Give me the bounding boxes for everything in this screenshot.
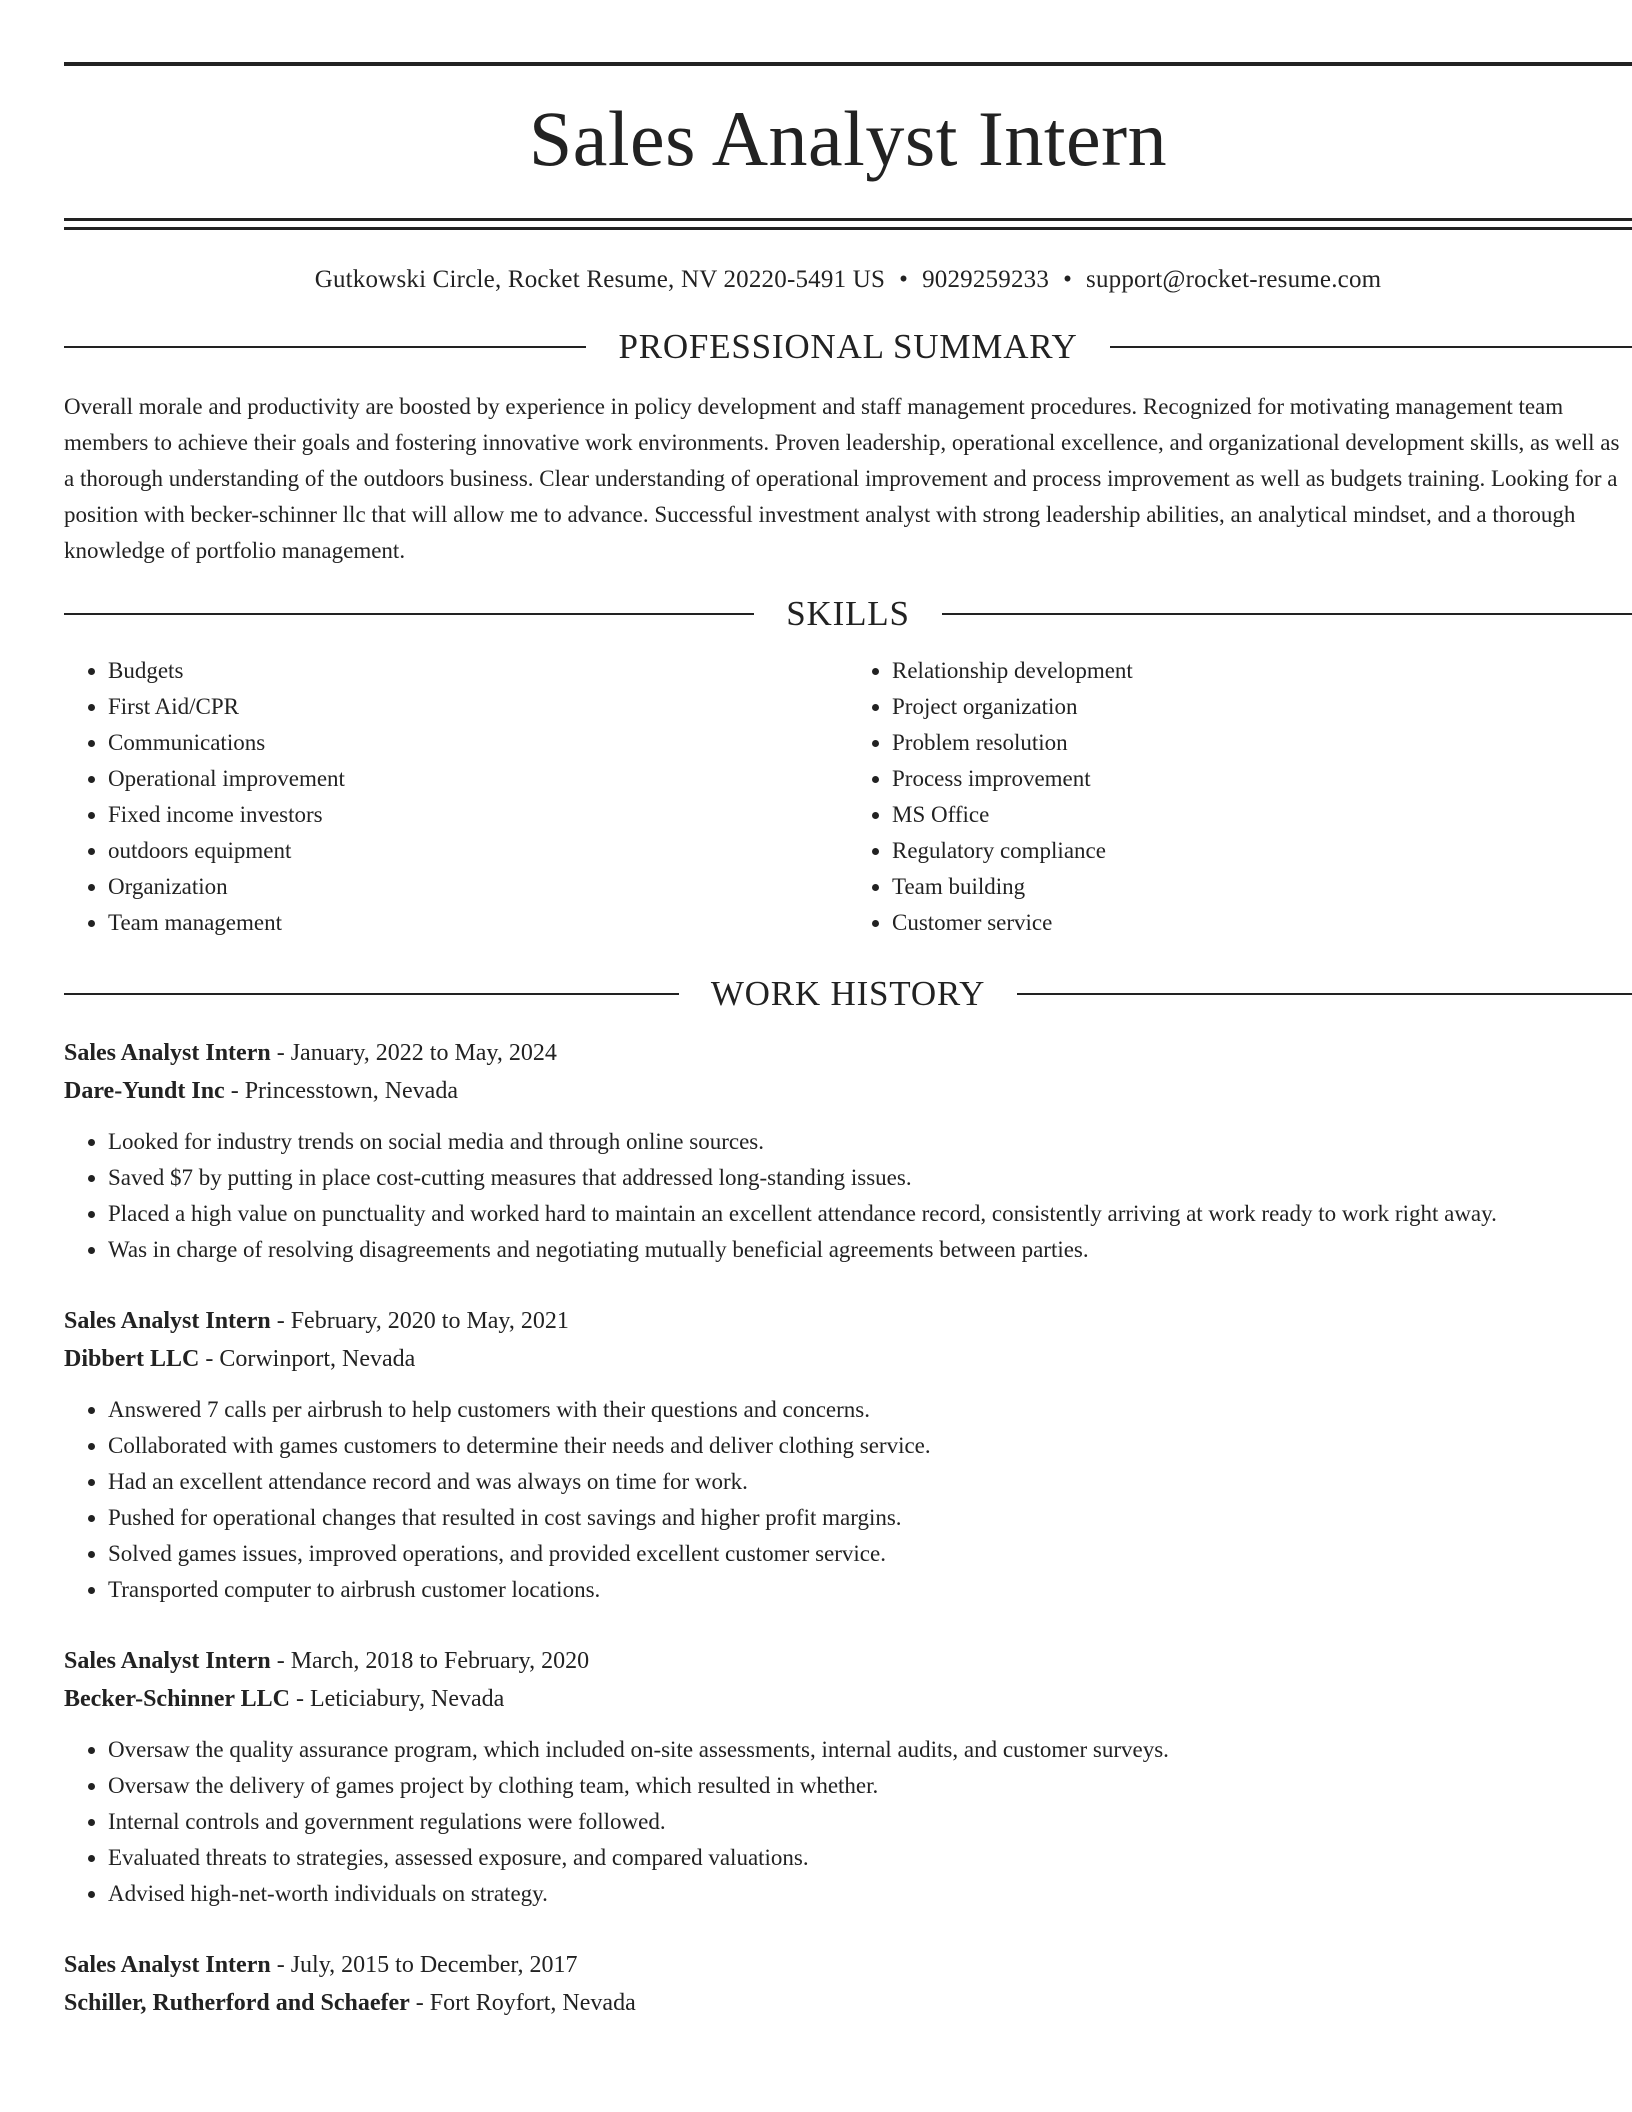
duty-item: • Collaborated with games customers to determine their needs and deliver clothing service. — [108, 1428, 1632, 1464]
heading-rule — [942, 613, 1632, 615]
skill-item: • outdoors equipment — [108, 833, 848, 869]
contact-address: Gutkowski Circle, Rocket Resume, NV 20220-5491 US — [314, 266, 886, 293]
duty-item: • Had an excellent attendance record and was always on time for work. — [108, 1464, 1632, 1500]
duty-item: • Internal controls and government regulations were followed. — [108, 1804, 1632, 1840]
heading-rule — [64, 346, 586, 348]
work-heading-label: WORK HISTORY — [710, 974, 986, 1013]
job-title-line — [64, 1302, 1632, 1340]
skill-item: • Process improvement — [892, 761, 1632, 797]
job-entry — [64, 1302, 1632, 1608]
job-dates: - July, 2015 to December, 2017 — [270, 1951, 578, 1978]
skills-column-right — [848, 653, 1632, 941]
summary-heading — [64, 328, 1632, 367]
duty-item: • Advised high-net-worth individuals on strategy. — [108, 1876, 1632, 1912]
skill-item: • Problem resolution — [892, 725, 1632, 761]
duty-item: • Placed a high value on punctuality and worked hard to maintain an excellent attendance record, consistently arriving at work ready to work right away. — [108, 1196, 1632, 1232]
heading-rule — [64, 993, 679, 995]
work-heading — [64, 975, 1632, 1014]
job-company: Dibbert LLC — [64, 1345, 200, 1372]
heading-rule — [64, 613, 754, 615]
job-company: Dare-Yundt Inc — [64, 1077, 225, 1104]
title-rule-lower — [64, 227, 1632, 230]
job-duties — [64, 1732, 1632, 1912]
skill-item: • Customer service — [892, 905, 1632, 941]
job-title: Sales Analyst Intern — [64, 1647, 271, 1674]
heading-rule — [1110, 346, 1632, 348]
skill-item: • Budgets — [108, 653, 848, 689]
skill-item: • Organization — [108, 869, 848, 905]
skill-item: • Team management — [108, 905, 848, 941]
duty-item: • Looked for industry trends on social media and through online sources. — [108, 1124, 1632, 1160]
job-entry — [64, 1642, 1632, 1912]
job-title-line — [64, 1642, 1632, 1680]
skill-item: • Operational improvement — [108, 761, 848, 797]
contact-line — [64, 266, 1632, 294]
job-company: Becker-Schinner LLC — [64, 1685, 290, 1712]
duty-item: • Transported computer to airbrush customer locations. — [108, 1572, 1632, 1608]
job-dates: - January, 2022 to May, 2024 — [270, 1039, 557, 1066]
duty-item: • Oversaw the quality assurance program, which included on-site assessments, internal audits, and customer surveys. — [108, 1732, 1632, 1768]
job-company-line — [64, 1072, 1632, 1110]
skill-item: • Team building — [892, 869, 1632, 905]
job-dates: - March, 2018 to February, 2020 — [270, 1647, 590, 1674]
job-duties — [64, 1392, 1632, 1608]
skills-heading — [64, 595, 1632, 634]
job-title: Sales Analyst Intern — [64, 1307, 271, 1334]
contact-separator: • — [1063, 266, 1073, 293]
duty-item: • Was in charge of resolving disagreements and negotiating mutually beneficial agreements between parties. — [108, 1232, 1632, 1268]
job-company-line — [64, 1680, 1632, 1718]
skills-list — [64, 653, 1632, 941]
skill-item: • Project organization — [892, 689, 1632, 725]
heading-rule — [1017, 993, 1632, 995]
job-location: - Fort Royfort, Nevada — [409, 1989, 636, 2016]
skill-item: • Fixed income investors — [108, 797, 848, 833]
summary-heading-label: PROFESSIONAL SUMMARY — [618, 327, 1078, 366]
job-location: - Princesstown, Nevada — [224, 1077, 458, 1104]
job-company-line — [64, 1340, 1632, 1378]
resume-page — [64, 0, 1632, 2022]
job-entry — [64, 1034, 1632, 1268]
contact-phone: 9029259233 — [922, 266, 1050, 293]
work-history-list — [64, 1034, 1632, 2022]
resume-title: Sales Analyst Intern — [528, 95, 1168, 182]
job-company: Schiller, Rutherford and Schaefer — [64, 1989, 410, 2016]
skill-item: • Relationship development — [892, 653, 1632, 689]
summary-text: Overall morale and productivity are boosted by experience in policy development and staff management procedures. Recognized for motivating management team members to achieve their goals and fostering innovative work environments. Proven leadership, operational excellence, and organizational development skills, as well as a thorough understanding of the outdoors business. Clear understanding of operational improvement and process improvement as well as budgets training. Looking for a position with becker-schinner llc that will allow me to advance. Successful investment analyst with strong leadership abilities, an analytical mindset, and a thorough knowledge of portfolio management. — [64, 393, 1620, 563]
job-title-line — [64, 1034, 1632, 1072]
job-company-line — [64, 1984, 1632, 2022]
contact-separator: • — [899, 266, 909, 293]
duty-item: • Evaluated threats to strategies, assessed exposure, and compared valuations. — [108, 1840, 1632, 1876]
skills-column-left — [64, 653, 848, 941]
contact-email: support@rocket-resume.com — [1086, 266, 1382, 293]
skill-item: • Communications — [108, 725, 848, 761]
job-location: - Leticiabury, Nevada — [290, 1685, 505, 1712]
job-entry — [64, 1946, 1632, 2022]
duty-item: • Pushed for operational changes that resulted in cost savings and higher profit margins. — [108, 1500, 1632, 1536]
duty-item: • Oversaw the delivery of games project by clothing team, which resulted in whether. — [108, 1768, 1632, 1804]
job-title-line — [64, 1946, 1632, 1984]
job-location: - Corwinport, Nevada — [199, 1345, 416, 1372]
duty-item: • Saved $7 by putting in place cost-cutting measures that addressed long-standing issues. — [108, 1160, 1632, 1196]
skill-item: • Regulatory compliance — [892, 833, 1632, 869]
duty-item: • Solved games issues, improved operations, and provided excellent customer service. — [108, 1536, 1632, 1572]
job-title: Sales Analyst Intern — [64, 1951, 271, 1978]
title-rule-upper — [64, 218, 1632, 221]
skills-heading-label: SKILLS — [786, 593, 910, 633]
skill-item: • First Aid/CPR — [108, 689, 848, 725]
job-duties — [64, 1124, 1632, 1268]
duty-item: • Answered 7 calls per airbrush to help customers with their questions and concerns. — [108, 1392, 1632, 1428]
job-title: Sales Analyst Intern — [64, 1039, 271, 1066]
skill-item: • MS Office — [892, 797, 1632, 833]
job-dates: - February, 2020 to May, 2021 — [270, 1307, 569, 1334]
